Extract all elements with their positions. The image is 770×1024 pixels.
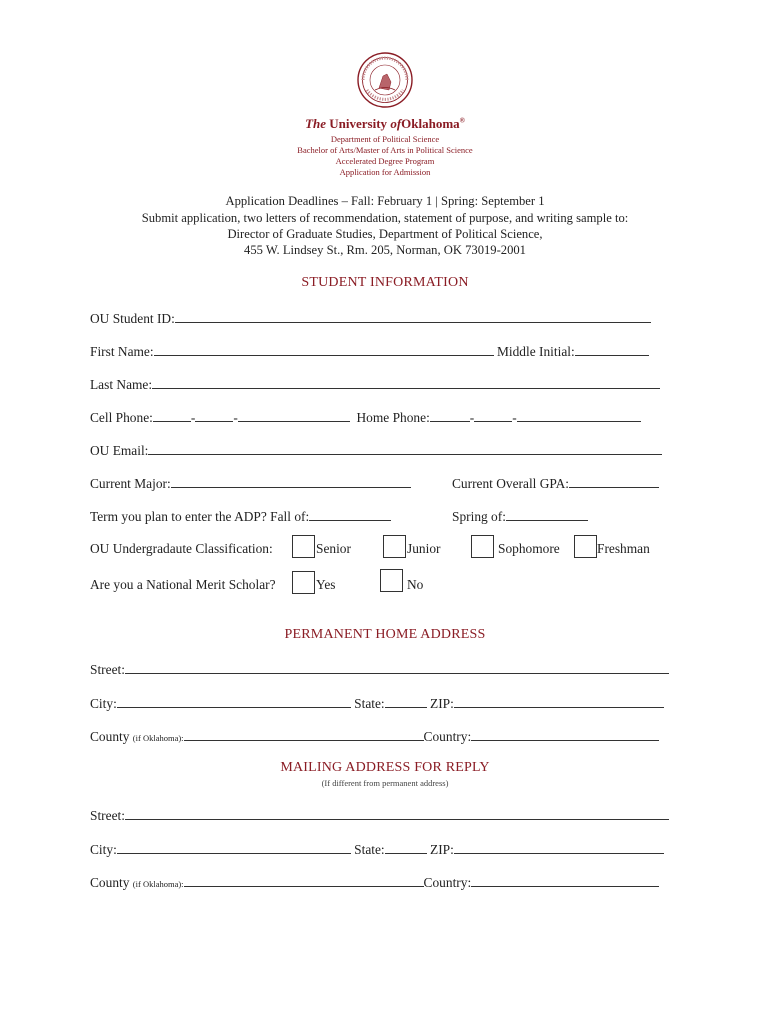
- gpa-row: [452, 475, 659, 492]
- first-name-label: First Name:: [90, 344, 154, 359]
- department-line: Department of Political Science: [330, 134, 440, 144]
- home-prefix-field[interactable]: [474, 409, 512, 422]
- email-row: [90, 442, 662, 459]
- perm-state-label: State:: [354, 696, 385, 711]
- mail-city-row: [90, 841, 664, 858]
- sophomore-checkbox[interactable]: [471, 535, 494, 558]
- dash: -: [190, 410, 196, 425]
- middle-initial-field[interactable]: [575, 343, 649, 356]
- mail-county-label: County: [90, 875, 130, 890]
- freshman-label: Freshman: [597, 541, 650, 556]
- section-student-information: STUDENT INFORMATION: [301, 275, 469, 290]
- ou-email-label: OU Email:: [90, 443, 149, 458]
- address-line: 455 W. Lindsey St., Rm. 205, Norman, OK 73019-2001: [244, 243, 526, 257]
- perm-state-field[interactable]: [385, 695, 427, 708]
- merit-no-label: No: [407, 577, 424, 592]
- perm-city-label: City:: [90, 696, 117, 711]
- mail-street-row: [90, 807, 669, 824]
- perm-street-field[interactable]: [125, 661, 669, 674]
- mail-county-field[interactable]: [184, 874, 424, 887]
- perm-city-field[interactable]: [117, 695, 351, 708]
- student-id-label: OU Student ID:: [90, 311, 175, 326]
- perm-county-note: (if Oklahoma):: [132, 733, 184, 743]
- deadlines-line: Application Deadlines – Fall: February 1 | Spring: September 1: [225, 194, 545, 208]
- section-mailing-address: MAILING ADDRESS FOR REPLY: [280, 760, 490, 775]
- mail-county-note: (if Oklahoma):: [132, 879, 184, 889]
- university-seal-icon: [357, 52, 413, 108]
- perm-country-label: Country:: [423, 729, 472, 744]
- major-row: [90, 475, 411, 492]
- mail-city-label: City:: [90, 842, 117, 857]
- application-line: Application for Admission: [339, 167, 431, 177]
- perm-county-row: [90, 728, 659, 745]
- merit-label: Are you a National Merit Scholar?: [90, 577, 276, 592]
- mailing-note: (If different from permanent address): [321, 778, 449, 788]
- university-name: The University ofOklahoma®: [305, 116, 465, 131]
- spring-label: Spring of:: [452, 509, 506, 524]
- term-label: Term you plan to enter the ADP? Fall of:: [90, 509, 310, 524]
- perm-county-field[interactable]: [184, 728, 424, 741]
- last-name-label: Last Name:: [90, 377, 153, 392]
- mail-zip-field[interactable]: [454, 841, 664, 854]
- mail-country-field[interactable]: [471, 874, 659, 887]
- last-name-row: [90, 376, 660, 393]
- classification-label: OU Undergradaute Classification:: [90, 541, 273, 556]
- mail-street-label: Street:: [90, 808, 125, 823]
- current-major-field[interactable]: [171, 475, 411, 488]
- perm-county-label: County: [90, 729, 130, 744]
- freshman-checkbox[interactable]: [574, 535, 597, 558]
- cell-area-field[interactable]: [153, 409, 191, 422]
- cell-phone-label: Cell Phone:: [90, 410, 153, 425]
- mail-state-field[interactable]: [385, 841, 427, 854]
- perm-country-field[interactable]: [471, 728, 659, 741]
- degree-line: Bachelor of Arts/Master of Arts in Political Science: [297, 145, 473, 155]
- mail-country-label: Country:: [423, 875, 472, 890]
- fall-of-field[interactable]: [309, 508, 391, 521]
- cell-prefix-field[interactable]: [195, 409, 233, 422]
- junior-label: Junior: [407, 541, 441, 556]
- last-name-field[interactable]: [152, 376, 660, 389]
- perm-street-row: [90, 661, 669, 678]
- merit-yes-checkbox[interactable]: [292, 571, 315, 594]
- student-id-field[interactable]: [175, 310, 651, 323]
- term-row: [90, 508, 391, 525]
- merit-yes-label: Yes: [316, 577, 336, 592]
- mail-zip-label: ZIP:: [430, 842, 454, 857]
- perm-zip-label: ZIP:: [430, 696, 454, 711]
- merit-no-checkbox[interactable]: [380, 569, 403, 592]
- sophomore-label: Sophomore: [498, 541, 560, 556]
- spring-row: [452, 508, 588, 525]
- dash: -: [512, 410, 517, 425]
- perm-street-label: Street:: [90, 662, 125, 677]
- middle-initial-label: Middle Initial:: [496, 344, 575, 359]
- current-gpa-label: Current Overall GPA:: [452, 476, 570, 491]
- program-line: Accelerated Degree Program: [335, 156, 435, 166]
- home-area-field[interactable]: [430, 409, 470, 422]
- home-phone-label: Home Phone:: [356, 410, 430, 425]
- cell-number-field[interactable]: [238, 409, 350, 422]
- perm-zip-field[interactable]: [454, 695, 664, 708]
- senior-label: Senior: [316, 541, 351, 556]
- perm-city-row: [90, 695, 664, 712]
- current-gpa-field[interactable]: [569, 475, 659, 488]
- mail-city-field[interactable]: [117, 841, 351, 854]
- dash: -: [233, 410, 238, 425]
- home-number-field[interactable]: [517, 409, 641, 422]
- senior-checkbox[interactable]: [292, 535, 315, 558]
- name-row: [90, 343, 649, 360]
- spring-of-field[interactable]: [506, 508, 588, 521]
- first-name-field[interactable]: [154, 343, 494, 356]
- mail-county-row: [90, 874, 659, 891]
- current-major-label: Current Major:: [90, 476, 171, 491]
- phone-row: [90, 409, 641, 426]
- junior-checkbox[interactable]: [383, 535, 406, 558]
- mail-state-label: State:: [354, 842, 385, 857]
- submit-line: Submit application, two letters of recommendation, statement of purpose, and writing sample to:: [141, 211, 629, 225]
- section-permanent-address: PERMANENT HOME ADDRESS: [284, 627, 486, 642]
- ou-email-field[interactable]: [148, 442, 662, 455]
- director-line: Director of Graduate Studies, Department of Political Science,: [227, 227, 543, 241]
- student-id-row: [90, 310, 651, 327]
- mail-street-field[interactable]: [125, 807, 669, 820]
- dash: -: [469, 410, 475, 425]
